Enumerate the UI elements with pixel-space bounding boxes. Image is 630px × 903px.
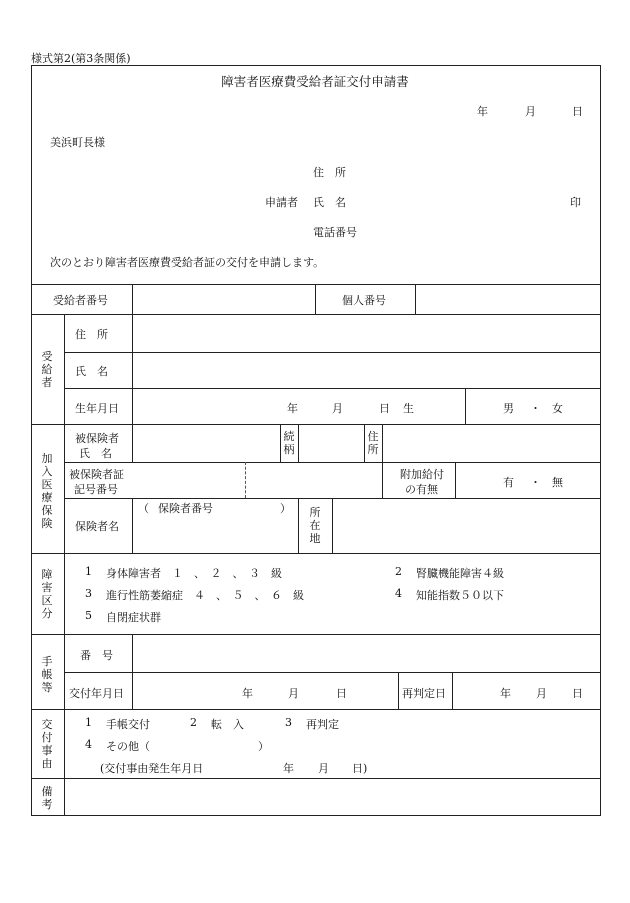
rejudge-date-label: 再判定日 xyxy=(402,687,446,700)
dob-month: 月 xyxy=(332,402,343,415)
reason-section-label: 交付事由 xyxy=(41,718,53,770)
insurance-card-label-2: 記号番号 xyxy=(74,483,118,496)
issue-month: 月 xyxy=(288,687,299,700)
reason-3[interactable]: 再判定 xyxy=(306,718,339,731)
reason-2[interactable]: 転 入 xyxy=(211,718,244,731)
occurrence-day: 日) xyxy=(352,762,368,775)
relation-label: 続柄 xyxy=(283,430,295,456)
additional-no[interactable]: 無 xyxy=(552,476,563,489)
reason-other-close: ） xyxy=(258,740,269,753)
occurrence-year: 年 xyxy=(283,762,294,775)
residence-label: 住所 xyxy=(367,430,379,456)
seal-mark: 印 xyxy=(570,196,581,209)
recipient-section-label: 受給者 xyxy=(41,350,53,389)
disability-item-1-num: 1 xyxy=(85,565,92,578)
insurer-name-label: 保険者名 xyxy=(75,520,119,533)
sex-separator: ・ xyxy=(530,402,541,415)
insured-name-label-2: 氏 名 xyxy=(79,447,112,460)
disability-item-1[interactable]: 身体障害者 １ 、 ２ 、 ３ 級 xyxy=(106,567,282,580)
occurrence-date-label: (交付事由発生年月日 xyxy=(100,762,204,775)
insurance-card-label-1: 被保険者証 xyxy=(69,468,124,481)
occurrence-month: 月 xyxy=(318,762,329,775)
disability-item-4-num: 4 xyxy=(395,587,402,600)
form-title: 障害者医療費受給者証交付申請書 xyxy=(221,74,409,89)
rejudge-month: 月 xyxy=(536,687,547,700)
remarks-field[interactable] xyxy=(65,779,600,815)
recipient-number-label: 受給者番号 xyxy=(53,294,108,307)
additional-yes[interactable]: 有 xyxy=(503,476,514,489)
sex-female[interactable]: 女 xyxy=(552,402,563,415)
issue-day: 日 xyxy=(336,687,347,700)
disability-item-5[interactable]: 自閉症状群 xyxy=(106,611,161,624)
applicant-name-label: 氏 名 xyxy=(313,196,346,209)
date-day[interactable]: 日 xyxy=(572,105,583,118)
disability-section-label: 障害区分 xyxy=(41,568,53,620)
insurer-location-label: 所在地 xyxy=(309,506,321,545)
recipient-dob-label: 生年月日 xyxy=(75,402,119,415)
dob-day: 日 xyxy=(379,402,390,415)
addressee: 美浜町長様 xyxy=(50,136,105,149)
additional-benefit-label-1: 附加給付 xyxy=(400,468,444,481)
applicant-address-label: 住 所 xyxy=(313,166,346,179)
insured-name-label-1: 被保険者 xyxy=(75,432,119,445)
disability-item-5-num: 5 xyxy=(85,609,92,622)
insurer-number-close: ） xyxy=(280,502,291,515)
handbook-section-label: 手帳等 xyxy=(41,655,53,694)
disability-item-3[interactable]: 進行性筋萎縮症 ４ 、 ５ 、 ６ 級 xyxy=(106,589,304,602)
remarks-label: 備考 xyxy=(41,785,53,811)
issue-year: 年 xyxy=(242,687,253,700)
insurer-number-open: （ xyxy=(138,502,149,515)
rejudge-day: 日 xyxy=(572,687,583,700)
handbook-number-label: 番 号 xyxy=(80,649,113,662)
reason-4-num: 4 xyxy=(85,738,92,751)
applicant-label: 申請者 xyxy=(265,196,298,209)
individual-number-label: 個人番号 xyxy=(342,294,386,307)
reason-1[interactable]: 手帳交付 xyxy=(106,718,150,731)
recipient-name-label: 氏 名 xyxy=(75,365,108,378)
additional-separator: ・ xyxy=(530,476,541,489)
reason-other[interactable]: その他（ xyxy=(106,740,150,753)
disability-item-2[interactable]: 腎臓機能障害４級 xyxy=(416,567,504,580)
dob-year: 年 xyxy=(287,402,298,415)
insurance-section-label: 加入医療保険 xyxy=(41,452,53,530)
date-year[interactable]: 年 xyxy=(477,105,488,118)
date-month[interactable]: 月 xyxy=(525,105,536,118)
reason-1-num: 1 xyxy=(85,716,92,729)
disability-item-4[interactable]: 知能指数５０以下 xyxy=(416,589,504,602)
disability-item-3-num: 3 xyxy=(85,587,92,600)
sex-male[interactable]: 男 xyxy=(503,402,514,415)
dob-born: 生 xyxy=(403,402,414,415)
issue-date-label: 交付年月日 xyxy=(69,687,124,700)
rejudge-year: 年 xyxy=(500,687,511,700)
reason-3-num: 3 xyxy=(285,716,292,729)
additional-benefit-label-2: の有無 xyxy=(405,483,438,496)
insurer-number-label: 保険者番号 xyxy=(158,502,213,515)
reason-2-num: 2 xyxy=(190,716,197,729)
recipient-address-label: 住 所 xyxy=(75,328,108,341)
intro-text: 次のとおり障害者医療費受給者証の交付を申請します。 xyxy=(50,256,325,269)
disability-item-2-num: 2 xyxy=(395,565,402,578)
form-number: 様式第2(第3条関係) xyxy=(31,52,131,65)
applicant-phone-label: 電話番号 xyxy=(313,226,357,239)
